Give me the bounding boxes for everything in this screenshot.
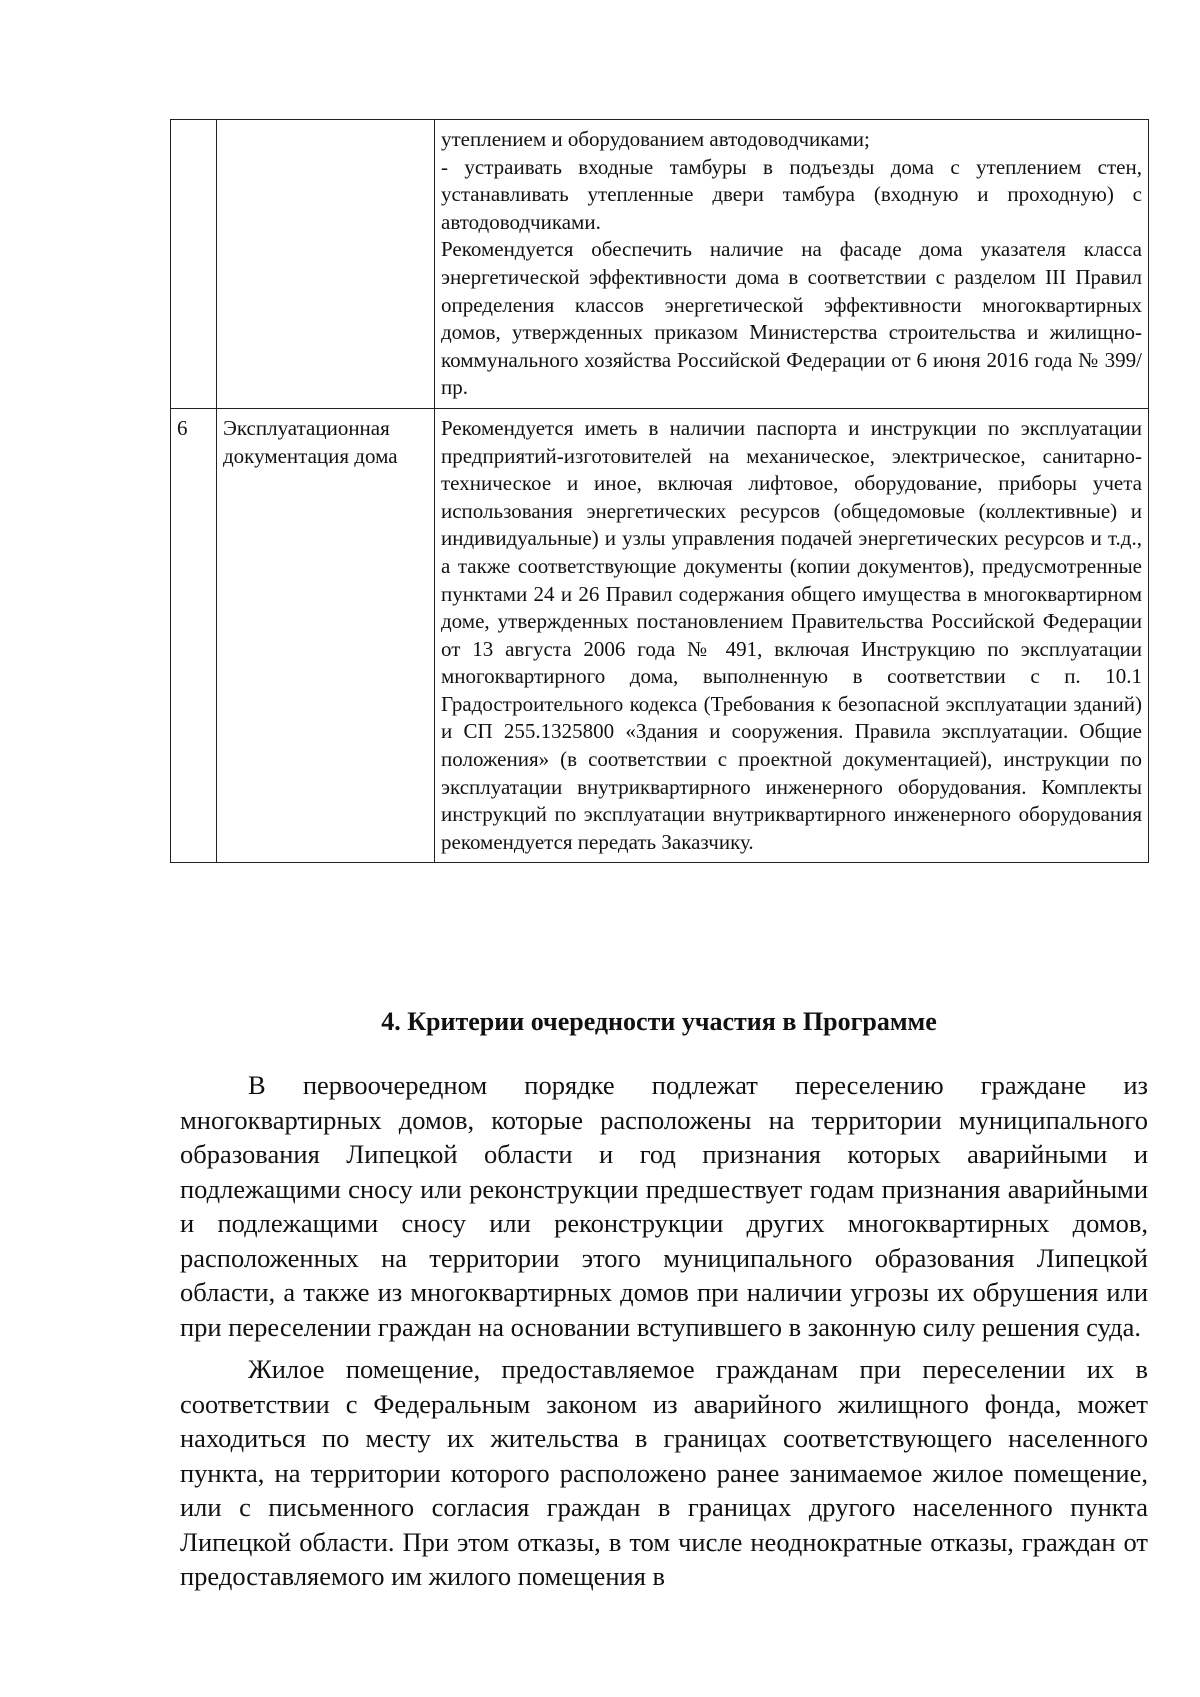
row-text-paragraph: утеплением и оборудованием автодоводчиками;	[441, 127, 870, 151]
row-name-cell	[217, 120, 435, 409]
row-number-cell	[171, 120, 217, 409]
row-text-paragraph: Рекомендуется обеспечить наличие на фасаде дома указателя класса энергетической эффективности дома в соответствии с разделом III Правил определения классов энергетической эффективности многоквартирных домов, утвержденных приказом Министерства строительства и жилищно-коммунального хозяйства Российской Федерации от 6 июня 2016 года № 399/пр.	[441, 237, 1142, 400]
body-paragraph: В первоочередном порядке подлежат переселению граждане из многоквартирных домов, которые расположены на территории муниципального образования Липецкой области и год признания которых аварийными и подлежащими сносу или реконструкции предшествует годам признания аварийными и подлежащими сносу или реконструкции других многоквартирных домов, расположенных на территории этого муниципального образования Липецкой области, а также из многоквартирных домов при наличии угрозы их обрушения или при переселении граждан на основании вступившего в законную силу решения суда.	[180, 1070, 1148, 1342]
table-row	[171, 120, 1149, 409]
row-text-cell	[435, 120, 1149, 409]
section-heading: 4. Критерии очередности участия в Программе	[381, 1007, 937, 1036]
table-row	[171, 408, 1149, 863]
row-text-cell	[435, 408, 1149, 863]
row-number-cell: 6	[171, 408, 217, 863]
row-text-paragraph: - устраивать входные тамбуры в подъезды дома с утеплением стен, устанавливать утепленные двери тамбура (входную и проходную) с автодоводчиками.	[441, 154, 1142, 234]
body-paragraph: Жилое помещение, предоставляемое гражданам при переселении их в соответствии с Федеральным законом из аварийного жилищного фонда, может находиться по месту их жительства в границах соответствующего населенного пункта, на территории которого расположено ранее занимаемое жилое помещение, или с письменного согласия граждан в границах другого населенного пункта Липецкой области. При этом отказы, в том числе неоднократные отказы, граждан от предоставляемого им жилого помещения в	[180, 1354, 1148, 1591]
row-name-cell: Эксплуатационная документация дома	[217, 408, 435, 863]
row-text-paragraph: Рекомендуется иметь в наличии паспорта и инструкции по эксплуатации предприятий-изготовителей на механическое, электрическое, санитарно-техническое и иное, включая лифтовое, оборудование, приборы учета использования энергетических ресурсов (общедомовые (коллективные) и индивидуальные) и узлы управления подачей энергетических ресурсов и т.д., а также соответствующие документы (копии документов), предусмотренные пунктами 24 и 26 Правил содержания общего имущества в многоквартирном доме, утвержденных постановлением Правительства Российской Федерации от 13 августа 2006 года № 491, включая Инструкцию по эксплуатации многоквартирного дома, выполненную в соответствии с п. 10.1 Градостроительного кодекса (Требования к безопасной эксплуатации зданий) и СП 255.1325800 «Здания и сооружения. Правила эксплуатации. Общие положения» (в соответствии с проектной документацией), инструкции по эксплуатации внутриквартирного инженерного оборудования. Комплекты инструкций по эксплуатации внутриквартирного инженерного оборудования рекомендуется передать Заказчику.	[441, 415, 1142, 854]
requirements-table	[170, 119, 1149, 863]
section-body	[180, 1068, 1148, 1602]
